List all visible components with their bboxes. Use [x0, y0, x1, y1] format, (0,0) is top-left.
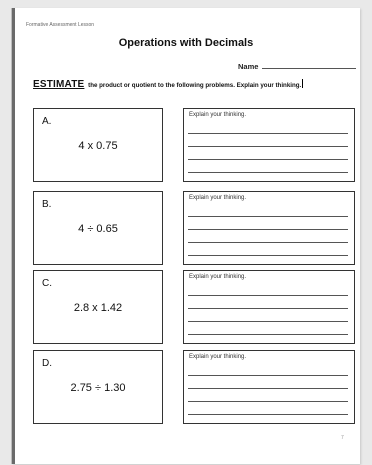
- answer-line: [188, 159, 348, 160]
- problem-expression: 2.8 x 1.42: [73, 302, 123, 314]
- answer-line: [188, 133, 348, 134]
- lesson-label: Formative Assessment Lesson: [26, 22, 95, 28]
- answer-line: [188, 308, 348, 309]
- page-title: Operations with Decimals: [118, 37, 254, 49]
- answer-line: [188, 172, 348, 173]
- problem-letter: D.: [42, 358, 52, 369]
- explain-label: Explain your thinking.: [189, 195, 247, 201]
- explain-box-d[interactable]: [183, 350, 355, 424]
- answer-line: [188, 401, 348, 402]
- instructions-lead: ESTIMATE: [33, 79, 85, 90]
- answer-line: [188, 375, 348, 376]
- problem-box-a: [33, 108, 163, 182]
- text-cursor: [302, 79, 303, 88]
- problem-expression: 4 x 0.75: [78, 140, 118, 152]
- answer-line: [188, 146, 348, 147]
- explain-label: Explain your thinking.: [189, 112, 247, 118]
- page-left-border: [12, 8, 15, 464]
- explain-label: Explain your thinking.: [189, 354, 247, 360]
- problem-box-c: [33, 270, 163, 344]
- answer-line: [188, 321, 348, 322]
- answer-line: [188, 216, 348, 217]
- answer-line: [188, 414, 348, 415]
- problem-letter: B.: [42, 199, 52, 210]
- instructions: [33, 79, 345, 90]
- explain-label: Explain your thinking.: [189, 274, 247, 280]
- instructions-text: the product or quotient to the following problems. Explain your thinking.: [88, 82, 302, 89]
- problem-letter: A.: [42, 116, 52, 127]
- problem-box-b: [33, 191, 163, 265]
- answer-line: [188, 295, 348, 296]
- answer-line: [188, 388, 348, 389]
- problem-expression: 4 ÷ 0.65: [78, 223, 118, 235]
- page-number: 7: [341, 435, 344, 441]
- problem-expression: 2.75 ÷ 1.30: [70, 382, 126, 394]
- problem-letter: C.: [42, 278, 52, 289]
- name-blank-line: [262, 61, 356, 69]
- answer-line: [188, 255, 348, 256]
- name-field: [238, 61, 356, 71]
- name-label: Name: [238, 62, 259, 71]
- answer-line: [188, 334, 348, 335]
- answer-line: [188, 242, 348, 243]
- problem-box-d: [33, 350, 163, 424]
- explain-box-a[interactable]: [183, 108, 355, 182]
- explain-box-b[interactable]: [183, 191, 355, 265]
- explain-box-c[interactable]: [183, 270, 355, 344]
- answer-line: [188, 229, 348, 230]
